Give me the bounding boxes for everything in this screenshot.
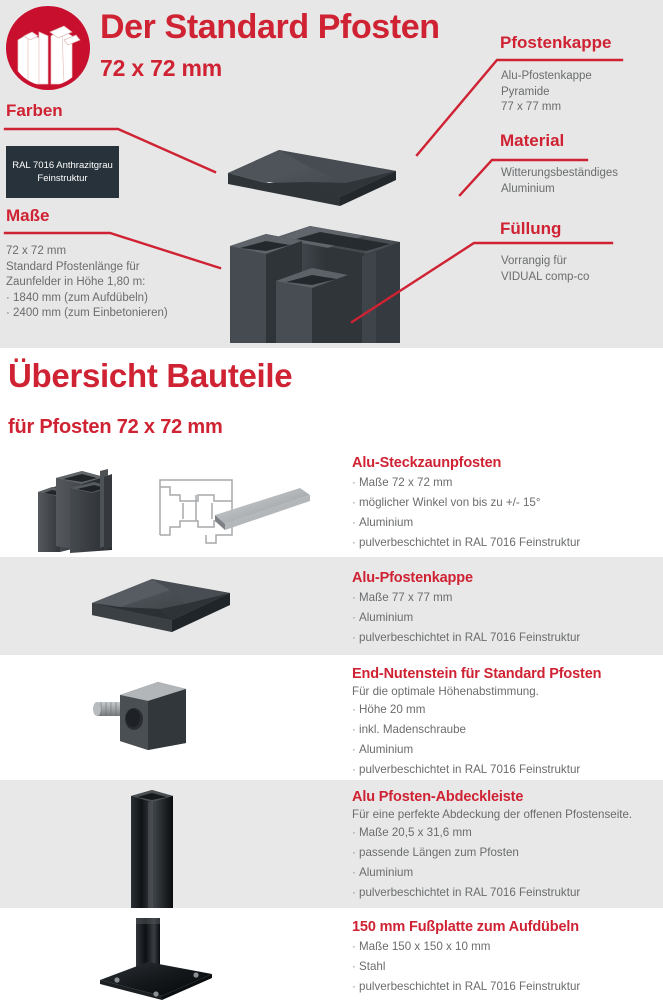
- product-title: Alu-Pfostenkappe: [352, 570, 473, 586]
- product-title: Alu Pfosten-Abdeckleiste: [352, 789, 524, 805]
- pfostenkappe-line: 77 x 77 mm: [501, 101, 562, 113]
- callout-text-material: [501, 166, 663, 197]
- post-cover-strip-icon: [0, 780, 345, 908]
- fuellung-line: VIDUAL comp-co: [501, 270, 590, 283]
- masse-line: Standard Pfostenlänge für: [6, 260, 140, 273]
- list-item[interactable]: [0, 780, 663, 908]
- product-bullets: [352, 588, 659, 648]
- pfostenkappe-line: Alu-Pfostenkappe: [501, 70, 592, 82]
- product-bullets: [352, 700, 659, 780]
- bullet: · Maße 77 x 77 mm: [352, 588, 659, 608]
- bullet-dot: ·: [352, 940, 356, 953]
- product-bullets: [352, 937, 659, 997]
- overview-subtitle: für Pfosten 72 x 72 mm: [8, 416, 223, 438]
- product-title: End-Nutenstein für Standard Pfosten: [352, 666, 602, 682]
- bullet: · Aluminium: [352, 863, 659, 883]
- list-item[interactable]: [0, 447, 663, 557]
- product-info: [352, 918, 659, 997]
- bullet-dot: ·: [352, 536, 356, 549]
- callout-heading-pfostenkappe: Pfostenkappe: [500, 33, 612, 52]
- callout-text-masse: [6, 244, 226, 322]
- callout-heading-farben: Farben: [6, 101, 63, 120]
- bullet: · pulverbeschichtet in RAL 7016 Feinstruktur: [352, 628, 659, 648]
- bullet-dot: ·: [352, 703, 356, 716]
- hero-subtitle: 72 x 72 mm: [100, 55, 223, 81]
- bullet-dot: ·: [352, 846, 356, 859]
- bullet: · pulverbeschichtet in RAL 7016 Feinstruktur: [352, 760, 659, 780]
- bullet: · Aluminium: [352, 513, 659, 533]
- product-bullets: [352, 823, 659, 903]
- product-title: Alu-Steckzaunpfosten: [352, 455, 502, 471]
- bullet: · pulverbeschichtet in RAL 7016 Feinstruktur: [352, 883, 659, 903]
- bullet-dot: ·: [352, 763, 356, 776]
- bullet-dot: ·: [352, 886, 356, 899]
- swatch-label-line2: Feinstruktur: [37, 173, 88, 184]
- bullet-dot: ·: [352, 866, 356, 879]
- callout-text-fuellung: [501, 254, 661, 285]
- bullet-dot: ·: [352, 476, 356, 489]
- callout-heading-masse: Maße: [6, 206, 50, 225]
- bullet-dot: ·: [352, 826, 356, 839]
- bullet: · pulverbeschichtet in RAL 7016 Feinstruktur: [352, 977, 659, 997]
- fence-posts-logo-icon: [6, 6, 90, 90]
- callout-heading-material: Material: [500, 131, 565, 150]
- pfostenkappe-line: Pyramide: [501, 85, 550, 98]
- bullet-dot: ·: [352, 611, 356, 624]
- hero-section: [0, 0, 663, 348]
- bullet: · Aluminium: [352, 740, 659, 760]
- list-item[interactable]: [0, 655, 663, 780]
- product-info: [352, 569, 659, 648]
- callout-heading-fuellung: Füllung: [500, 219, 562, 238]
- product-info: [352, 454, 659, 553]
- product-lead: Für die optimale Höhenabstimmung.: [352, 685, 539, 698]
- bullet-dot: ·: [352, 516, 356, 529]
- color-swatch-ral7016: [6, 146, 119, 198]
- bullet: · Maße 20,5 x 31,6 mm: [352, 823, 659, 843]
- bullet-dot: ·: [352, 980, 356, 993]
- bullet: · Maße 72 x 72 mm: [352, 473, 659, 493]
- bullet-dot: ·: [352, 591, 356, 604]
- hero-title: Der Standard Pfosten: [100, 8, 440, 46]
- bullet: · pulverbeschichtet in RAL 7016 Feinstruktur: [352, 533, 659, 553]
- bullet: · Maße 150 x 150 x 10 mm: [352, 937, 659, 957]
- bullet: · möglicher Winkel von bis zu +/- 15°: [352, 493, 659, 513]
- bullet-dot: ·: [352, 960, 356, 973]
- bullet: · Aluminium: [352, 608, 659, 628]
- material-line: Witterungsbeständiges: [501, 167, 618, 179]
- masse-line: 72 x 72 mm: [6, 245, 67, 257]
- list-item[interactable]: [0, 557, 663, 655]
- masse-line: Zaunfelder in Höhe 1,80 m:: [6, 276, 146, 288]
- masse-line: · 2400 mm (zum Einbetonieren): [6, 307, 168, 319]
- fuellung-line: Vorrangig für: [501, 255, 567, 267]
- alu-post-profile-icon: [0, 447, 345, 557]
- bullet-dot: ·: [352, 631, 356, 644]
- exploded-post-illustration: [216, 138, 426, 343]
- product-lead: Für eine perfekte Abdeckung der offenen Pfostenseite.: [352, 808, 633, 821]
- bullet: · Stahl: [352, 957, 659, 977]
- list-item[interactable]: [0, 908, 663, 1001]
- overview-title: Übersicht Bauteile: [8, 357, 293, 394]
- product-info: [352, 788, 659, 903]
- bullet: · Höhe 20 mm: [352, 700, 659, 720]
- product-info: [352, 665, 659, 780]
- product-title: 150 mm Fußplatte zum Aufdübeln: [352, 919, 579, 935]
- swatch-label-line1: RAL 7016 Anthrazitgrau: [12, 160, 113, 171]
- bullet: · inkl. Madenschraube: [352, 720, 659, 740]
- components-list: [0, 447, 663, 1001]
- masse-line: · 1840 mm (zum Aufdübeln): [6, 291, 148, 304]
- bullet: · passende Längen zum Pfosten: [352, 843, 659, 863]
- product-bullets: [352, 473, 659, 553]
- end-slot-nut-icon: [0, 655, 345, 780]
- base-plate-icon: [0, 908, 345, 1001]
- callout-text-pfostenkappe: [501, 69, 661, 116]
- material-line: Aluminium: [501, 182, 555, 195]
- alu-post-cap-icon: [0, 557, 345, 655]
- bullet-dot: ·: [352, 743, 356, 756]
- bullet-dot: ·: [352, 723, 356, 736]
- bullet-dot: ·: [352, 496, 356, 509]
